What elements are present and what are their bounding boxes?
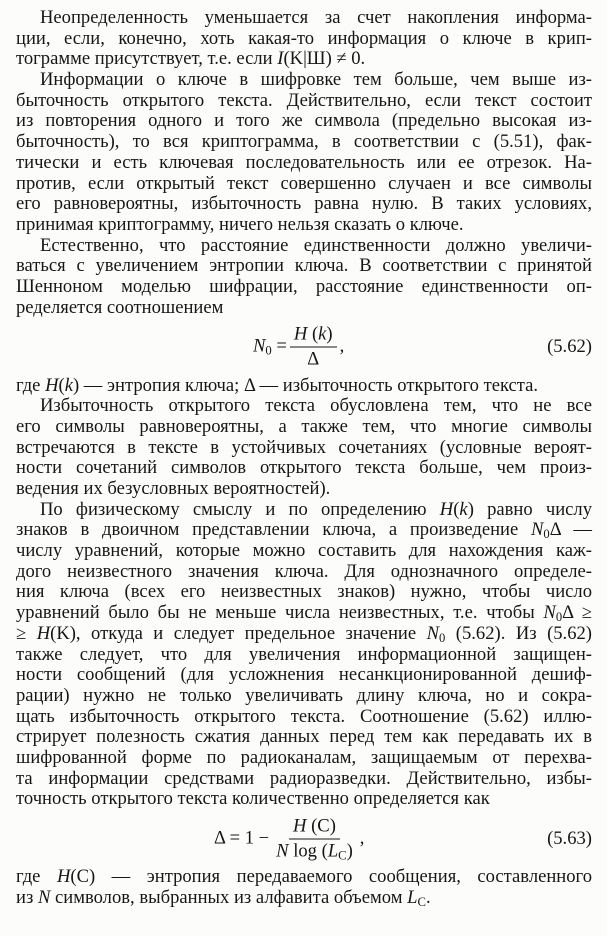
- text-run: тограмме присутствует, т.е. если: [16, 48, 278, 70]
- text-run: (K|Ш) ≠ 0.: [283, 48, 366, 70]
- text-line: [16, 256, 592, 277]
- text-run: Δ = 1 −: [214, 827, 270, 849]
- text-run: Избыточность открытого текста обусловлена тем, что не все: [40, 395, 592, 417]
- text-line: [16, 376, 592, 397]
- text-run: Шенноном моделью шифрации, расстояние единственности оп-: [16, 275, 592, 297]
- subscript: C: [338, 848, 347, 863]
- text-run: его символы равновероятны, а также тем, что многие символы: [16, 415, 592, 437]
- text-line: [16, 417, 592, 438]
- italic-symbol: L: [327, 840, 339, 862]
- document-page: [16, 8, 592, 909]
- text-run: его равновероятны, избыточность равна нулю. В таких условиях,: [16, 193, 592, 215]
- italic-symbol: H: [36, 622, 51, 644]
- text-line: [16, 8, 592, 29]
- text-line: [16, 624, 592, 645]
- text-line: [16, 174, 592, 195]
- italic-symbol: H: [293, 323, 308, 345]
- text-run: точность открытого текста количественно определяется как: [16, 788, 490, 810]
- text-run: тически и есть ключевая последовательность или ее отрезок. На-: [16, 151, 592, 173]
- text-run: быточность), то вся криптограмма, в соответствии с (5.51), фак-: [16, 131, 592, 153]
- text-line: [16, 111, 592, 132]
- text-run: щать избыточность открытого текста. Соотношение (5.62) иллю-: [16, 705, 592, 727]
- text-line: [16, 49, 592, 70]
- text-run: По физическому смыслу и по определению: [40, 498, 440, 520]
- formula-5-62: [16, 318, 592, 375]
- text-line: [16, 70, 592, 91]
- text-run: ределяется соотношением: [16, 296, 224, 318]
- italic-symbol: k: [459, 498, 468, 520]
- text-line: [16, 29, 592, 50]
- text-line: [16, 132, 592, 153]
- text-line: [16, 867, 592, 888]
- text-run: та информации средствами радиоразведки. Действительно, избы-: [16, 767, 592, 789]
- equation-number: (5.63): [547, 827, 592, 849]
- equation-number: (5.62): [547, 335, 592, 357]
- formula-lhs: [253, 336, 287, 358]
- text-line: [16, 686, 592, 707]
- text-line: [16, 479, 592, 500]
- text-run: Неопределенность уменьшается за счет накопления информа-: [40, 7, 592, 28]
- text-line: [16, 562, 592, 583]
- italic-symbol: H: [56, 866, 71, 888]
- text-line: [16, 603, 592, 624]
- text-run: быточность открытого текста. Действительно, если текст состоит: [16, 89, 592, 111]
- text-line: [16, 645, 592, 666]
- text-run: из повторения одного и того же символа (предельно высокая из-: [16, 110, 592, 132]
- text-run: ) равно числу: [467, 498, 592, 520]
- text-run: шифрованной форме по радиоканалам, защищаемым от перехва-: [16, 746, 592, 768]
- text-line: [16, 727, 592, 748]
- text-run: символов, выбранных из алфавита объемом: [50, 887, 408, 909]
- text-run: ции, если, конечно, хоть какая-то информация о ключе в крип-: [16, 27, 592, 49]
- text-run: также следует, что для увеличения информационной защищен-: [16, 643, 592, 665]
- text-run: (: [453, 498, 460, 520]
- text-line: [16, 215, 592, 236]
- text-run: ности сообщений (для усложнения несанкционированной дешиф-: [16, 664, 592, 686]
- italic-symbol: N: [531, 519, 544, 541]
- text-run: где: [16, 374, 46, 396]
- formula-expression: [214, 815, 364, 862]
- text-line: [16, 707, 592, 728]
- text-line: [16, 298, 592, 319]
- text-run: рации) нужно не только увеличивать длину ключа, но и сокра-: [16, 684, 592, 706]
- fraction: [290, 323, 337, 370]
- formula-trailing-comma: ,: [339, 335, 345, 357]
- italic-symbol: H: [439, 498, 454, 520]
- text-run: где: [16, 866, 57, 888]
- text-run: .: [425, 887, 431, 909]
- text-run: стрирует полезность сжатия данных перед тем как передавать их в: [16, 726, 592, 748]
- text-run: Δ: [307, 348, 320, 370]
- text-run: ваться с увеличением энтропии ключа. В соответствии с принятой: [16, 255, 592, 277]
- italic-symbol: H: [45, 374, 59, 396]
- fraction-denominator: [303, 347, 323, 370]
- text-line: [16, 458, 592, 479]
- text-run: из: [16, 887, 38, 909]
- text-line: [16, 582, 592, 603]
- italic-symbol: k: [318, 323, 327, 345]
- italic-symbol: N: [543, 602, 556, 624]
- fraction-numerator: [289, 815, 340, 839]
- text-line: [16, 541, 592, 562]
- formula-lhs: [214, 828, 269, 850]
- text-run: ведения их безусловных вероятностей).: [16, 478, 331, 500]
- text-run: против, если открытый текст совершенно случаен и все символы: [16, 172, 592, 194]
- text-line: [16, 500, 592, 521]
- text-run: числу уравнений, которые можно составить для нахождения каж-: [16, 540, 592, 562]
- text-run: ): [346, 840, 353, 862]
- formula-expression: [253, 323, 344, 370]
- text-run: (K), откуда и следует предельное значение: [50, 622, 427, 644]
- text-run: (5.62). Из (5.62): [445, 622, 592, 644]
- text-line: [16, 520, 592, 541]
- text-run: знаков в двоичном представлении ключа, а произведение: [16, 519, 531, 541]
- text-run: log (: [288, 840, 328, 862]
- text-run: (: [307, 323, 319, 345]
- text-run: Информации о ключе в шифровке тем больше, чем выше из-: [40, 69, 592, 91]
- text-line: [16, 277, 592, 298]
- text-run: (C) — энтропия передаваемого сообщения, составленного: [70, 866, 593, 888]
- fraction-numerator: [290, 323, 337, 347]
- text-run: ≥: [16, 622, 37, 644]
- text-run: Δ ≥: [562, 602, 593, 624]
- text-line: [16, 665, 592, 686]
- text-run: (C): [306, 815, 336, 837]
- subscript: 0: [543, 527, 550, 542]
- text-run: Δ —: [549, 519, 592, 541]
- italic-symbol: k: [64, 374, 73, 396]
- text-run: =: [271, 335, 287, 357]
- text-run: Естественно, что расстояние единственности должно увеличи-: [40, 234, 592, 256]
- text-line: [16, 396, 592, 417]
- fraction-denominator: [272, 839, 357, 862]
- text-run: ния ключа (всех его неизвестных знаков) нужно, чтобы число: [16, 581, 592, 603]
- text-run: встречаются в тексте в устойчивых сочетаниях (условные вероят-: [16, 436, 592, 458]
- text-run: уравнений было бы не меньше числа неизвестных, т.е. чтобы: [16, 602, 544, 624]
- text-line: [16, 789, 592, 810]
- italic-symbol: L: [407, 887, 418, 909]
- text-line: [16, 236, 592, 257]
- text-line: [16, 748, 592, 769]
- italic-symbol: H: [293, 815, 307, 837]
- subscript: C: [417, 895, 426, 910]
- text-run: дого неизвестного значения ключа. Для однозначного определе-: [16, 560, 592, 582]
- text-run: ности сочетаний символов открытого текста больше, чем произ-: [16, 457, 592, 479]
- fraction: [272, 815, 357, 862]
- italic-symbol: N: [276, 840, 289, 862]
- text-line: [16, 153, 592, 174]
- text-run: принимая криптограмму, ничего нельзя сказать о ключе.: [16, 213, 464, 235]
- text-line: [16, 91, 592, 112]
- subscript: 0: [439, 631, 446, 646]
- italic-symbol: N: [253, 335, 266, 357]
- italic-symbol: N: [426, 622, 439, 644]
- text-run: ): [326, 323, 333, 345]
- text-line: [16, 438, 592, 459]
- text-line: [16, 194, 592, 215]
- text-run: ) — энтропия ключа; Δ — избыточность открытого текста.: [72, 374, 539, 396]
- formula-5-63: [16, 810, 592, 867]
- text-line: [16, 769, 592, 790]
- italic-symbol: I: [277, 48, 284, 70]
- subscript: 0: [265, 344, 272, 359]
- italic-symbol: N: [37, 887, 51, 909]
- text-run: (: [58, 374, 65, 396]
- text-line: [16, 888, 592, 909]
- formula-trailing-comma: ,: [359, 827, 365, 849]
- subscript: 0: [555, 610, 563, 625]
